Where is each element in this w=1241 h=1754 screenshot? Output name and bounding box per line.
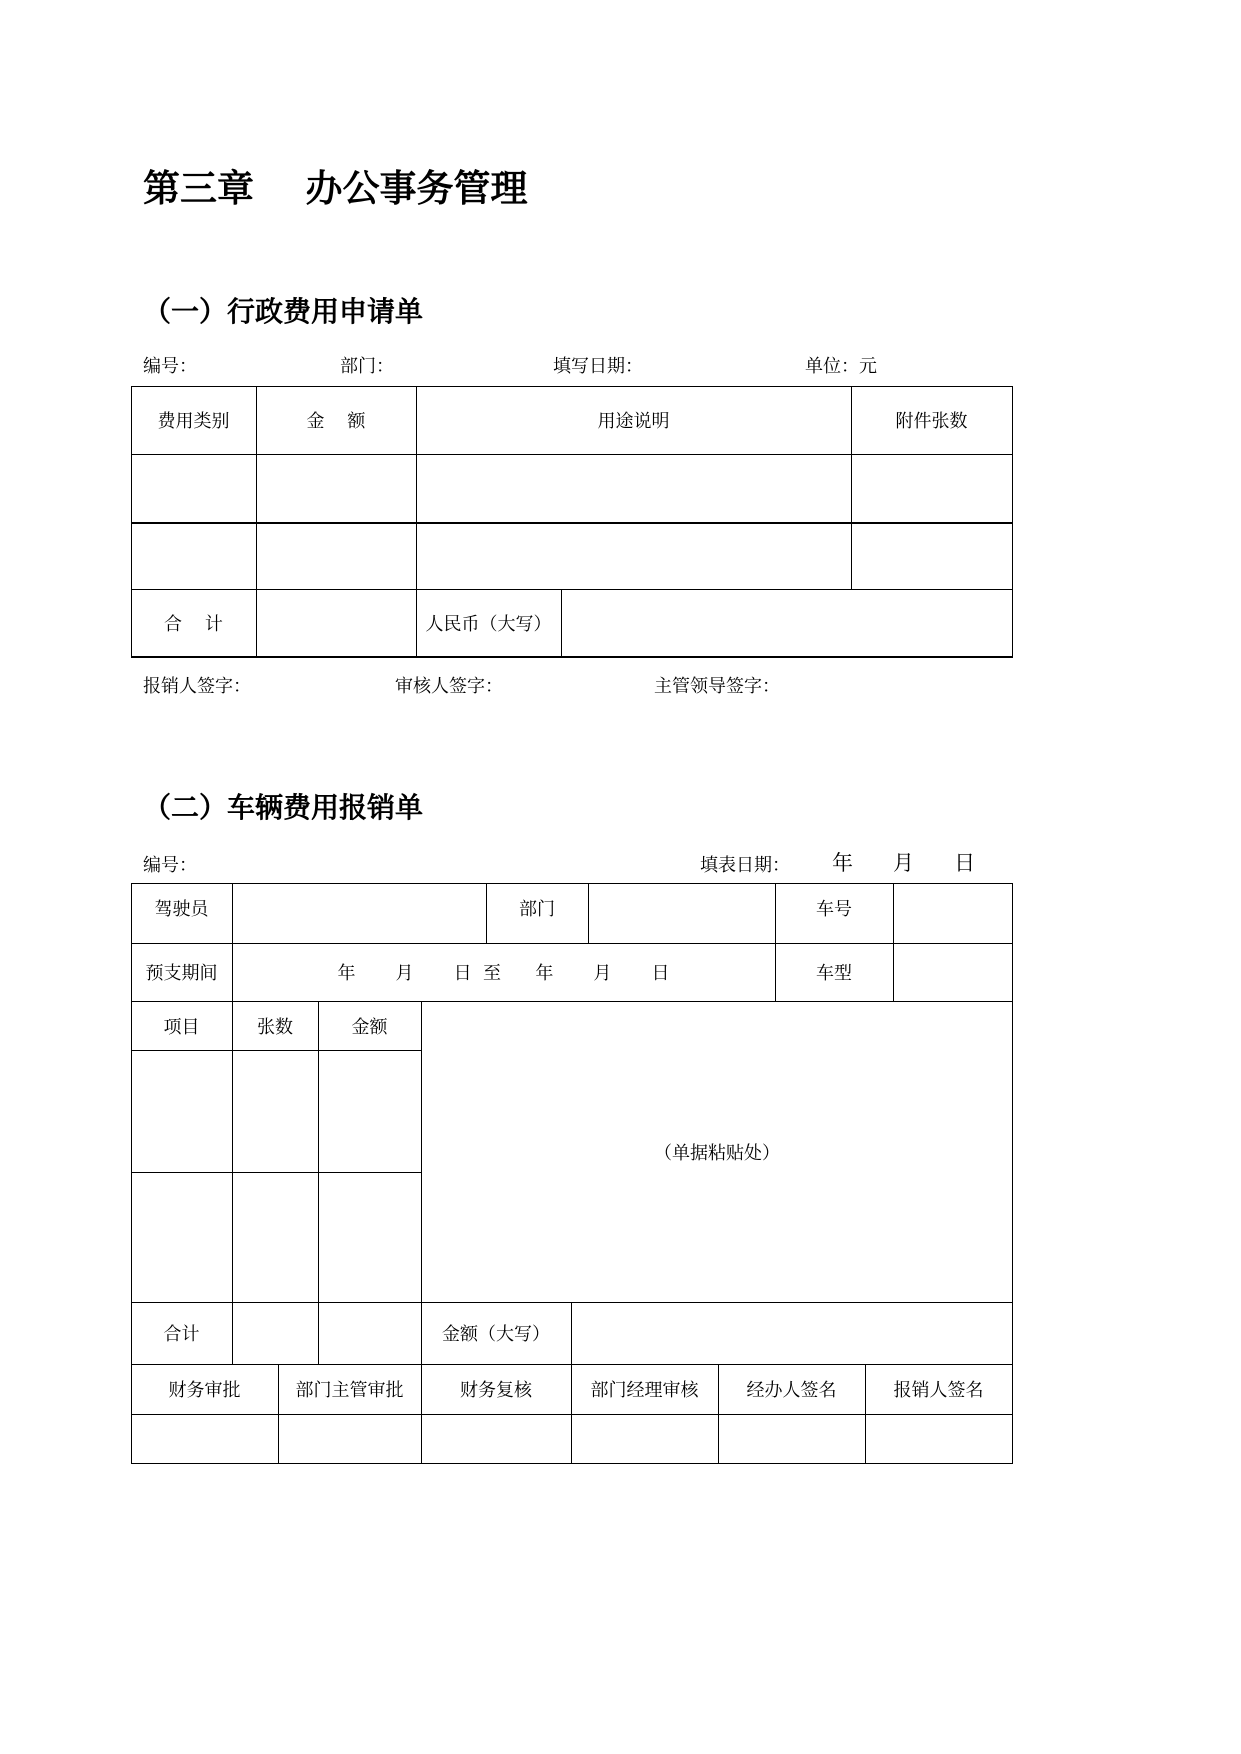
form2-number-label: 编号： (143, 855, 197, 876)
form2-total-label: 合计 (163, 1324, 200, 1345)
form2-claimant-sign-label: 报销人签名 (893, 1380, 984, 1401)
form2-item-row2-count-field[interactable] (232, 1172, 318, 1302)
form1-reviewer-signature-label: 审核人签字： (395, 676, 503, 697)
form1-rmb-field[interactable] (561, 589, 1012, 656)
form2-model-field[interactable] (893, 943, 1012, 1001)
form2-handler-sign-field[interactable] (718, 1414, 865, 1463)
form2-plate-label: 车号 (816, 899, 852, 920)
form2-driver-label: 驾驶员 (154, 899, 209, 920)
form2-dept-manager-review-label: 部门经理审核 (590, 1380, 699, 1401)
form2-dept-manager-review-field[interactable] (571, 1414, 718, 1463)
form1-header-purpose: 用途说明 (597, 411, 670, 432)
form1-row2-purpose-field[interactable] (416, 523, 851, 589)
form1-leader-signature-label: 主管领导签字： (654, 676, 780, 697)
form2-claimant-sign-field[interactable] (865, 1414, 1012, 1463)
form2-receipt-paste-area: （单据粘贴处） (654, 1142, 780, 1164)
form2-finance-review-label: 财务复核 (460, 1380, 532, 1401)
form1-unit-label: 单位：元 (805, 356, 877, 377)
form2-item-row2-item-field[interactable] (131, 1172, 232, 1302)
form2-fill-date-parts: 年 月 日 (832, 851, 976, 875)
form2-fill-date-label: 填表日期： (700, 855, 790, 876)
form1-header-category: 费用类别 (157, 411, 230, 432)
form2-period-label: 预支期间 (145, 963, 218, 984)
form2-amount-header: 金额 (351, 1016, 388, 1038)
form2-item-row1-item-field[interactable] (131, 1050, 232, 1172)
form1-row1-purpose-field[interactable] (416, 454, 851, 522)
form1-row2-category-field[interactable] (131, 523, 256, 589)
form1-total-label: 合 计 (164, 613, 223, 635)
form2-department-field[interactable] (588, 883, 775, 943)
form1-total-amount-field[interactable] (256, 589, 416, 656)
form1-row2-attachments-field[interactable] (851, 523, 1012, 589)
form1-header-attachments: 附件张数 (895, 411, 968, 432)
form2-dept-head-approval-label: 部门主管审批 (295, 1380, 404, 1401)
form1-row1-category-field[interactable] (131, 454, 256, 522)
chapter-title: 第三章 办公事务管理 (143, 166, 528, 210)
form2-period-field[interactable]: 年 月 日 至 年 月 日 (337, 963, 670, 984)
form2-amount-words-field[interactable] (571, 1302, 1012, 1364)
form2-total-amount-field[interactable] (318, 1302, 421, 1364)
form2-item-row2-amount-field[interactable] (318, 1172, 421, 1302)
form2-total-count-field[interactable] (232, 1302, 318, 1364)
form1-fill-date-label: 填写日期： (553, 356, 643, 377)
form1-row1-amount-field[interactable] (256, 454, 416, 522)
form2-finance-review-field[interactable] (421, 1414, 571, 1463)
form2-plate-field[interactable] (893, 883, 1012, 943)
form1-rmb-label: 人民币（大写） (425, 613, 552, 635)
form2-finance-approval-field[interactable] (131, 1414, 278, 1463)
form1-header-amount: 金 额 (306, 411, 366, 432)
form2-item-header: 项目 (163, 1016, 200, 1038)
form2-handler-sign-label: 经办人签名 (746, 1380, 837, 1401)
form2-amount-words-label: 金额（大写） (442, 1324, 550, 1345)
form2-driver-field[interactable] (232, 883, 486, 943)
form1-number-label: 编号： (143, 356, 197, 377)
form2-model-label: 车型 (816, 963, 852, 984)
form2-title: （二）车辆费用报销单 (143, 791, 424, 824)
form2-finance-approval-label: 财务审批 (168, 1380, 241, 1401)
form1-title: （一）行政费用申请单 (143, 295, 424, 328)
form1-department-label: 部门： (340, 356, 394, 377)
form1-row2-amount-field[interactable] (256, 523, 416, 589)
form2-department-label: 部门 (519, 899, 555, 920)
form2-item-row1-count-field[interactable] (232, 1050, 318, 1172)
form2-item-row1-amount-field[interactable] (318, 1050, 421, 1172)
form1-row1-attachments-field[interactable] (851, 454, 1012, 522)
form2-dept-head-approval-field[interactable] (278, 1414, 421, 1463)
form1-claimant-signature-label: 报销人签字： (143, 676, 251, 697)
form2-count-header: 张数 (257, 1016, 293, 1038)
